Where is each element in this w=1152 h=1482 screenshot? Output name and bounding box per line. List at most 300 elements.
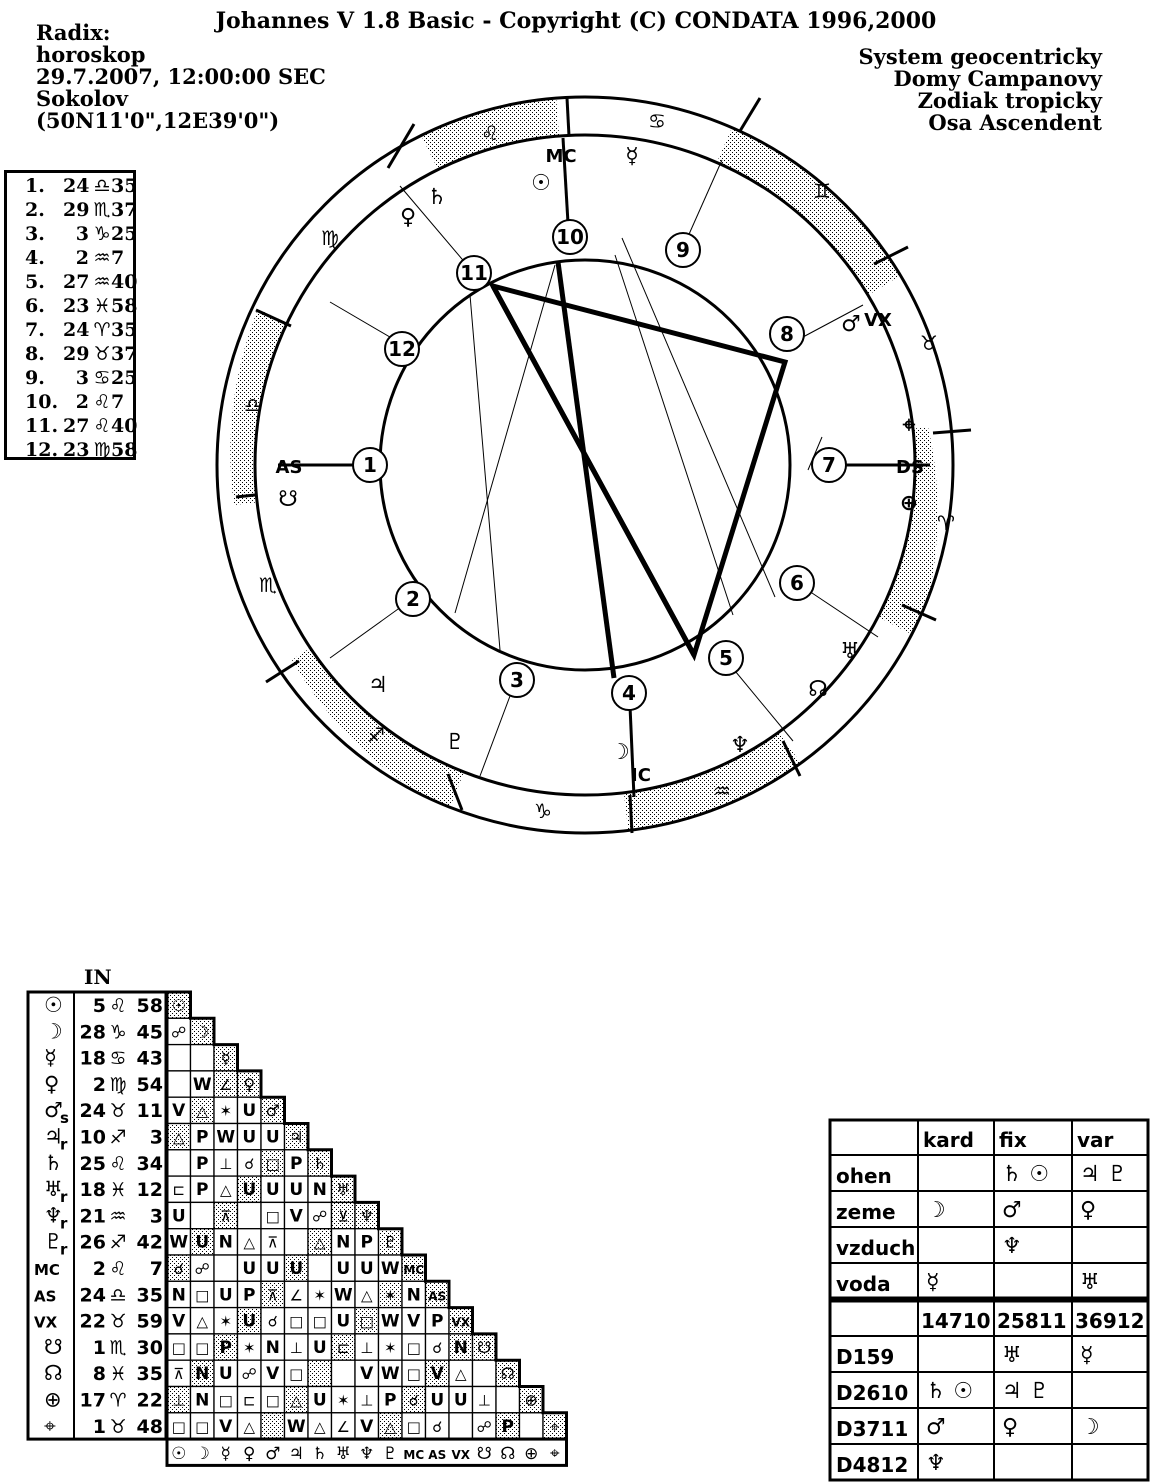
svg-text:12: 12 xyxy=(388,337,416,361)
aspect-cell xyxy=(449,1413,473,1439)
position-row xyxy=(44,993,163,1017)
house-5-label xyxy=(709,641,743,675)
footer-planet-symbol: ♄ xyxy=(312,1444,328,1465)
position-degree: 18 xyxy=(79,1047,106,1070)
aspect-symbol: △ xyxy=(243,1233,256,1252)
house-cusp-row: 8. 29 ♉ 37 xyxy=(25,343,138,365)
position-minutes: 48 xyxy=(136,1415,163,1438)
aspect-symbol: U xyxy=(359,1259,374,1279)
position-minutes: 7 xyxy=(149,1258,163,1280)
aspect-symbol: □ xyxy=(195,1417,210,1436)
house-group-symbols: ♆ xyxy=(926,1451,946,1476)
house-cusp-row: 2. 29 ♏ 37 xyxy=(25,199,138,221)
aspect-symbol: P xyxy=(243,1285,256,1306)
positions-heading: IN xyxy=(84,965,112,989)
planet-symbol: ⊕ xyxy=(44,1387,62,1412)
footer-planet-symbol: ♆ xyxy=(359,1444,375,1465)
as-label: AS xyxy=(275,457,303,478)
position-row xyxy=(44,1072,163,1096)
aspect-symbol: ⊥ xyxy=(289,1338,303,1357)
pluto-icon: ♇ xyxy=(445,730,465,755)
vertex-icon: VX xyxy=(864,310,892,331)
position-minutes: 3 xyxy=(149,1205,163,1228)
position-row xyxy=(44,1335,163,1359)
footer-planet-symbol: AS xyxy=(428,1448,447,1463)
planet-symbol: VX xyxy=(34,1313,58,1332)
position-degree: 24 xyxy=(79,1100,106,1123)
aspect-symbol: N xyxy=(453,1337,468,1358)
aspect-symbol: U xyxy=(242,1127,257,1148)
position-degree: 26 xyxy=(79,1231,106,1254)
aspect-cell xyxy=(238,1202,262,1228)
fortune-icon: ⊕ xyxy=(899,491,919,516)
east-point-icon: ⌖ xyxy=(902,413,916,438)
position-sign: ♍ xyxy=(109,1073,127,1096)
planet-symbol: ☉ xyxy=(44,993,63,1017)
house-cusp-row: 1. 24 ♎ 35 xyxy=(25,175,138,197)
aspect-symbol: W xyxy=(286,1416,306,1437)
position-minutes: 59 xyxy=(136,1310,163,1333)
diagonal-planet-symbol: ⌖ xyxy=(550,1416,560,1436)
position-sign: ♈ xyxy=(109,1389,127,1412)
position-degree: 28 xyxy=(79,1021,106,1044)
footer-planet-symbol: ♅ xyxy=(335,1444,351,1465)
aspect-symbol: □ xyxy=(289,1365,304,1384)
aspect-symbol: ☍ xyxy=(171,1023,187,1042)
south-node-icon: ☋ xyxy=(278,487,298,512)
house-11-label xyxy=(457,256,491,290)
aspect-symbol: W xyxy=(192,1074,212,1095)
planet-symbol: ♂ xyxy=(44,1098,63,1123)
aspect-symbol: W xyxy=(169,1232,189,1253)
position-sign: ♐ xyxy=(109,1231,127,1254)
position-minutes: 54 xyxy=(136,1073,163,1096)
element-cell-symbols: ☽ xyxy=(926,1198,946,1223)
aspect-symbol: ☍ xyxy=(194,1260,210,1278)
aspect-cell xyxy=(285,1229,309,1255)
aspect-symbol: W xyxy=(380,1311,400,1332)
house-group-label: D4812 xyxy=(836,1453,909,1477)
house-group-symbols: ☽ xyxy=(1080,1415,1100,1440)
planet-symbol: ☋ xyxy=(44,1334,63,1359)
aspect-symbol: △ xyxy=(172,1128,185,1147)
aspect-symbol: △ xyxy=(290,1391,303,1410)
mc-label: MC xyxy=(545,146,577,167)
axis-type: Osa Ascendent xyxy=(928,110,1102,135)
svg-text:7: 7 xyxy=(822,453,836,477)
element-row-label: ohen xyxy=(836,1164,892,1188)
aspect-grid-footer xyxy=(167,1439,567,1465)
position-sign: ♉ xyxy=(109,1100,127,1123)
aspect-symbol: P xyxy=(196,1180,209,1201)
aspect-symbol: ⊥ xyxy=(219,1154,233,1173)
position-row xyxy=(44,1019,163,1043)
aspect-symbol: P xyxy=(290,1153,303,1174)
aspect-symbol: U xyxy=(289,1259,304,1279)
position-sign: ♒ xyxy=(109,1205,127,1228)
house-group-label: D2610 xyxy=(836,1381,909,1405)
position-degree: 22 xyxy=(79,1310,106,1333)
house-group-header: 25811 xyxy=(997,1309,1067,1333)
planet-symbol: ♆ xyxy=(44,1203,63,1228)
elements-grid xyxy=(830,1120,1148,1480)
svg-text:2: 2 xyxy=(406,587,420,611)
diagonal-planet-symbol: ⊕ xyxy=(524,1390,538,1410)
position-row xyxy=(44,1125,163,1154)
planet-positions-table xyxy=(28,992,166,1439)
diagonal-planet-symbol: ☋ xyxy=(477,1337,492,1357)
footer-planet-symbol: ⌖ xyxy=(549,1444,560,1465)
aspect-symbol: □ xyxy=(195,1286,210,1305)
aspect-symbol: V xyxy=(219,1416,233,1437)
aspect-cell xyxy=(308,1360,332,1386)
footer-planet-symbol: ☊ xyxy=(500,1444,516,1465)
taurus-icon: ♉ xyxy=(920,331,938,355)
aspect-cell xyxy=(496,1387,520,1413)
aspect-symbol: ⊻ xyxy=(337,1207,349,1226)
venus-icon: ♀ xyxy=(399,205,417,230)
position-minutes: 11 xyxy=(136,1100,163,1123)
ds-label: DS xyxy=(896,457,924,478)
position-sign: ♏ xyxy=(109,1336,127,1359)
aspect-symbol: ⊼ xyxy=(267,1286,279,1305)
aspect-cell xyxy=(308,1255,332,1281)
aspect-symbol: U xyxy=(218,1364,233,1385)
aspect-symbol: △ xyxy=(219,1181,232,1200)
mars-icon: ♂ xyxy=(841,312,861,337)
svg-text:1: 1 xyxy=(363,453,377,477)
aspect-symbol: P xyxy=(196,1153,209,1174)
position-sign: ♓ xyxy=(109,1179,127,1202)
planet-symbol: ☿ xyxy=(44,1045,57,1070)
position-minutes: 34 xyxy=(136,1152,163,1175)
jupiter-icon: ♃ xyxy=(368,673,388,698)
position-degree: 25 xyxy=(79,1152,106,1175)
aspect-symbol: U xyxy=(265,1259,280,1279)
aspect-symbol: ∠ xyxy=(289,1286,303,1305)
aspect-symbol: P xyxy=(219,1337,232,1358)
footer-planet-symbol: ♂ xyxy=(265,1444,281,1465)
aquarius-icon: ♒ xyxy=(713,779,731,803)
footer-planet-symbol: ☉ xyxy=(171,1444,187,1465)
element-cell-symbols: ♆ xyxy=(1002,1234,1022,1259)
aspect-triangle xyxy=(493,262,785,678)
aspect-symbol: N xyxy=(265,1337,280,1358)
planet-symbol: ⌖ xyxy=(44,1413,56,1438)
footer-planet-symbol: ♃ xyxy=(288,1444,304,1465)
position-degree: 8 xyxy=(92,1363,106,1386)
svg-text:6: 6 xyxy=(790,571,804,595)
position-minutes: 35 xyxy=(136,1363,163,1386)
aspect-cell xyxy=(261,1413,285,1439)
diagonal-planet-symbol: VX xyxy=(451,1315,471,1330)
aspect-symbol: P xyxy=(360,1232,373,1253)
aspect-symbol: U xyxy=(242,1180,257,1201)
position-minutes: 43 xyxy=(136,1047,163,1070)
house-cusp-row: 5. 27 ♒ 40 xyxy=(25,271,138,293)
aspect-symbol: △ xyxy=(313,1417,326,1436)
house-group-symbols: ♄ ☉ xyxy=(926,1379,974,1404)
positions-and-aspects xyxy=(0,985,600,1482)
element-cell-symbols: ♄ ☉ xyxy=(1002,1162,1050,1187)
house-1-label xyxy=(353,448,387,482)
position-degree: 2 xyxy=(92,1258,106,1280)
aspect-grid xyxy=(167,992,567,1439)
motion-flag: s xyxy=(60,1109,69,1128)
aspect-symbol: □ xyxy=(406,1417,421,1436)
planet-symbol: ☽ xyxy=(44,1019,63,1044)
neptune-icon: ♆ xyxy=(730,733,750,758)
element-column-header: var xyxy=(1077,1128,1114,1152)
aspect-symbol: ☍ xyxy=(476,1417,492,1436)
position-row xyxy=(44,1361,163,1385)
aspect-symbol: △ xyxy=(384,1417,397,1436)
house-group-symbols: ♂ xyxy=(926,1415,946,1440)
aspect-symbol: U xyxy=(312,1390,327,1411)
footer-planet-symbol: ♇ xyxy=(382,1444,398,1465)
house-9-label xyxy=(666,233,700,267)
aspect-symbol: U xyxy=(430,1390,445,1411)
house-group-symbols: ♀ xyxy=(1002,1415,1019,1440)
position-degree: 2 xyxy=(92,1073,106,1096)
gemini-icon: ♊ xyxy=(813,179,831,203)
house-cusp-row: 10. 2 ♌ 7 xyxy=(25,391,125,413)
position-row xyxy=(44,1203,163,1232)
aspect-symbol: ⊥ xyxy=(360,1338,374,1357)
aspect-cell xyxy=(214,1255,238,1281)
aspect-symbol: U xyxy=(265,1180,280,1201)
aspect-cell xyxy=(167,1071,191,1097)
position-minutes: 3 xyxy=(149,1126,163,1149)
aspect-symbol: ☌ xyxy=(432,1338,443,1357)
aspect-symbol: P xyxy=(384,1390,397,1411)
aspect-symbol: V xyxy=(360,1364,374,1385)
aspect-symbol: U xyxy=(242,1259,257,1279)
svg-text:4: 4 xyxy=(622,681,636,705)
planet-symbol: ♀ xyxy=(44,1071,60,1096)
aspect-lines-thin xyxy=(455,238,822,650)
aspect-symbol: W xyxy=(380,1259,400,1279)
aspect-symbol: N xyxy=(171,1285,186,1306)
aspect-symbol: U xyxy=(453,1390,468,1411)
aspect-symbol: ✶ xyxy=(313,1286,327,1305)
leo-icon: ♌ xyxy=(481,121,499,145)
aspect-symbol: ∠ xyxy=(219,1075,233,1094)
aspect-symbol: □ xyxy=(171,1338,186,1357)
program-title: Johannes V 1.8 Basic - Copyright (C) CONDATA 1996,2000 xyxy=(215,8,937,34)
aspect-symbol: ⊏ xyxy=(242,1391,256,1410)
sun-icon: ☉ xyxy=(531,171,551,196)
aspect-symbol: □ xyxy=(265,1207,280,1226)
house-group-symbols: ☿ xyxy=(1080,1343,1094,1368)
aspect-symbol: N xyxy=(218,1232,233,1253)
planet-symbol: ♇ xyxy=(44,1229,63,1254)
footer-planet-symbol: ⊕ xyxy=(524,1444,539,1465)
diagonal-planet-symbol: ☿ xyxy=(220,1048,231,1068)
house-6-label xyxy=(780,566,814,600)
house-cusp-row: 12. 23 ♍ 58 xyxy=(25,439,138,461)
aspect-symbol: U xyxy=(336,1311,351,1332)
aspect-symbol: ∠ xyxy=(336,1417,350,1436)
libra-icon: ♎ xyxy=(244,393,262,417)
position-row xyxy=(44,1046,163,1070)
aspect-symbol: ☌ xyxy=(267,1312,278,1331)
element-cell-symbols: ☿ xyxy=(926,1270,940,1295)
saturn-icon: ♄ xyxy=(427,185,447,210)
aspect-symbol: V xyxy=(430,1364,444,1385)
aspect-symbol: ⊥ xyxy=(477,1391,491,1410)
elements-table xyxy=(826,1116,1152,1482)
element-row-label: zeme xyxy=(836,1200,896,1224)
footer-planet-symbol: ♀ xyxy=(243,1444,256,1465)
house-cusp-row: 3. 3 ♑ 25 xyxy=(25,223,138,245)
aspect-symbol: W xyxy=(333,1285,353,1306)
aspect-symbol: N xyxy=(406,1285,421,1306)
position-row xyxy=(44,1098,163,1127)
position-row xyxy=(34,1311,163,1333)
position-row xyxy=(44,1388,163,1412)
element-cell-symbols: ♂ xyxy=(1002,1198,1022,1223)
sagittarius-icon: ♐ xyxy=(367,723,385,747)
position-degree: 17 xyxy=(79,1389,106,1412)
aspect-symbol: ☌ xyxy=(408,1391,419,1410)
footer-planet-symbol: VX xyxy=(451,1448,471,1463)
aspect-symbol: ☌ xyxy=(244,1154,255,1173)
aspect-symbol: □ xyxy=(289,1312,304,1331)
house-cusp-row: 11. 27 ♌ 40 xyxy=(25,415,138,437)
house-4-label xyxy=(612,676,646,710)
svg-text:5: 5 xyxy=(719,646,733,670)
north-node-icon: ☊ xyxy=(808,677,828,702)
aspect-symbol: U xyxy=(265,1127,280,1148)
position-degree: 21 xyxy=(79,1205,106,1228)
aspect-cell xyxy=(167,1150,191,1176)
house-group-label: D159 xyxy=(836,1345,895,1369)
element-column-header: kard xyxy=(923,1128,974,1152)
chart-name: horoskop xyxy=(36,42,146,67)
aspect-symbol: N xyxy=(195,1364,210,1385)
diagonal-planet-symbol: ♄ xyxy=(312,1153,327,1173)
aspect-symbol: ✶ xyxy=(383,1338,397,1357)
position-degree: 1 xyxy=(92,1336,106,1359)
house-group-symbols: ♅ xyxy=(1002,1343,1022,1368)
svg-text:11: 11 xyxy=(460,261,488,285)
aspect-symbol: ⊼ xyxy=(220,1207,232,1226)
motion-flag: r xyxy=(60,1135,68,1154)
house-number-circles xyxy=(353,220,846,710)
position-minutes: 58 xyxy=(136,995,163,1017)
aspect-cell xyxy=(191,1045,215,1071)
diagonal-planet-symbol: ☉ xyxy=(171,996,186,1015)
position-minutes: 12 xyxy=(136,1179,163,1202)
aspect-symbol: △ xyxy=(243,1417,256,1436)
mercury-icon: ☿ xyxy=(625,144,639,169)
aspect-symbol: △ xyxy=(313,1233,326,1252)
aspect-symbol: □ xyxy=(406,1365,421,1384)
svg-text:9: 9 xyxy=(676,238,690,262)
position-sign: ♓ xyxy=(109,1363,127,1386)
aspect-symbol: ⊥ xyxy=(172,1391,186,1410)
coordinate-system: System geocentricky xyxy=(858,44,1102,69)
chart-coordinates: (50N11'0",12E39'0") xyxy=(36,108,280,133)
position-sign: ♉ xyxy=(109,1310,127,1333)
aspect-symbol: V xyxy=(172,1101,186,1122)
house-group-symbols: ♃ ♇ xyxy=(1002,1379,1050,1404)
house-10-label xyxy=(553,220,587,254)
aspect-symbol: U xyxy=(242,1101,257,1122)
aspect-symbol: □ xyxy=(312,1312,327,1331)
aspect-cell xyxy=(332,1360,356,1386)
aspect-symbol: ✶ xyxy=(219,1102,233,1121)
aspect-symbol: U xyxy=(312,1337,327,1358)
footer-planet-symbol: ☿ xyxy=(220,1444,231,1465)
diagonal-planet-symbol: MC xyxy=(403,1263,425,1277)
position-row xyxy=(34,1284,163,1306)
aspect-symbol: □ xyxy=(171,1417,186,1436)
footer-planet-symbol: ☋ xyxy=(476,1444,492,1465)
aspect-symbol: △ xyxy=(360,1286,373,1305)
element-row-label: vzduch xyxy=(836,1236,916,1260)
svg-text:8: 8 xyxy=(780,322,794,346)
element-row-label: voda xyxy=(836,1272,891,1296)
aspect-cell xyxy=(167,1045,191,1071)
diagonal-planet-symbol: ☽ xyxy=(195,1022,210,1042)
planet-symbol: AS xyxy=(34,1287,57,1306)
position-minutes: 30 xyxy=(136,1336,163,1359)
aries-icon: ♈ xyxy=(937,511,955,535)
house-group-label: D3711 xyxy=(836,1417,909,1441)
position-row xyxy=(44,1151,163,1175)
house-cusp-row: 6. 23 ♓ 58 xyxy=(25,295,138,317)
moon-icon: ☽ xyxy=(610,740,630,765)
house-7-label xyxy=(812,448,846,482)
aspect-symbol: N xyxy=(312,1180,327,1201)
position-minutes: 35 xyxy=(136,1284,163,1307)
motion-flag: r xyxy=(60,1214,68,1233)
aspect-symbol: ⊏ xyxy=(336,1338,350,1357)
diagonal-planet-symbol: ☊ xyxy=(500,1364,515,1384)
virgo-icon: ♍ xyxy=(321,226,339,250)
aspect-symbol: N xyxy=(195,1390,210,1411)
aspect-symbol: □ xyxy=(406,1338,421,1357)
aspect-symbol: □ xyxy=(218,1391,233,1410)
house-2-label xyxy=(396,582,430,616)
motion-flag: r xyxy=(60,1188,68,1207)
aspect-symbol: ☍ xyxy=(312,1207,328,1226)
aspect-symbol: P xyxy=(501,1416,514,1437)
ic-label: IC xyxy=(631,765,651,786)
aspect-symbol: ☌ xyxy=(173,1260,184,1278)
aspect-cell xyxy=(473,1360,497,1386)
house-group-header: 14710 xyxy=(921,1309,991,1333)
aspect-symbol: V xyxy=(407,1311,421,1332)
position-row xyxy=(44,1177,163,1206)
cancer-icon: ♋ xyxy=(648,109,666,133)
aspect-symbol: W xyxy=(380,1364,400,1385)
aspect-symbol: △ xyxy=(454,1365,467,1384)
diagonal-planet-symbol: ♀ xyxy=(243,1074,256,1094)
aspect-symbol: W xyxy=(216,1127,236,1148)
house-12-label xyxy=(385,332,419,366)
zodiac-type: Zodiak tropicky xyxy=(917,88,1102,113)
position-sign: ♑ xyxy=(109,1021,127,1044)
aspect-symbol: ⊥ xyxy=(360,1391,374,1410)
position-degree: 1 xyxy=(92,1415,106,1438)
aspect-symbol: ✶ xyxy=(336,1391,350,1410)
element-cell-symbols: ♀ xyxy=(1080,1198,1097,1223)
aspect-symbol: □ xyxy=(265,1154,280,1173)
aspect-symbol: V xyxy=(172,1311,186,1332)
